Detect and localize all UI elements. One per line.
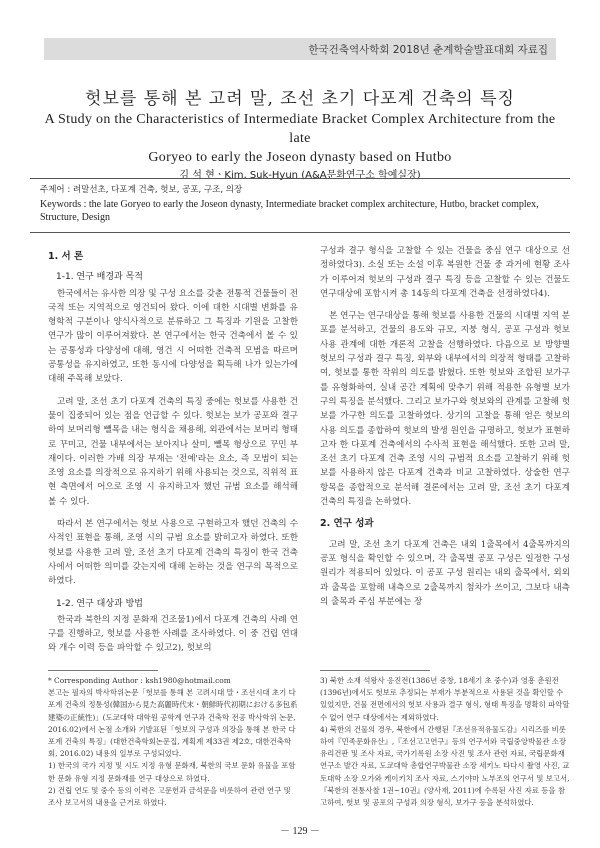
footnotes-left (48, 675, 298, 809)
paper-title-english (40, 110, 560, 167)
keywords-box (30, 180, 570, 228)
paragraph: 한국과 북한의 지정 문화재 건조물1)에서 다포계 건축의 사례 연구를 진행하고, 헛보를 사용한 사례를 조사하였다. 이 중 건립 연대와 개수 이력 등을 파악할 수 있고2), 헛보의 (48, 614, 298, 654)
corresponding-author-email: * Corresponding Author : ksh1980@hotmail.com (48, 676, 231, 685)
journal-name: 한국건축역사학회 2018년 춘계학술발표대회 자료집 (308, 44, 548, 56)
paragraph: 구성과 결구 형식을 고찰할 수 있는 건물을 중심 연구 대상으로 선정하였다3). 소실 또는 소설 이후 복원한 건물 중 과거에 현황 조사가 이루어져 헛보의 구성과 결구 특징 등을 고찰할 수 있는 건물도 연구대상에 포함시켜 총 14동의 다포계 건축을 선정하였다4). (320, 246, 570, 299)
subsection-heading-scope: 1-2. 연구 대상과 방법 (56, 598, 144, 609)
subsection-heading-background: 1-1. 연구 배경과 목적 (56, 272, 144, 283)
page-number: － 129 － (280, 826, 320, 837)
right-column (320, 244, 570, 617)
keywords-english: Keywords : the late Goryeo to early the Joseon dynasty, Intermediate bracket complex architecture, Hutbo, bracket complex, Structure, Design (40, 199, 539, 223)
footnote: 3) 북한 소재 석왕사 응진전(1386년 중창, 18세기 초 중수)과 영흥 춘원전(1396년)에서도 헛보로 추정되는 부재가 부분적으로 사용된 것을 확인할 수 있었지만, 건물 전면에서의 헛보 사용과 결구 형식, 형태 특징을 명확히 파악할 수 없어 연구 대상에서는 제외하였다. (320, 676, 570, 722)
footnote-rule (48, 670, 158, 671)
section-heading-results: 2. 연구 성과 (320, 518, 374, 530)
keyword-top-rule (30, 178, 570, 179)
paragraph: 고려 말, 조선 초기 다포계 건축은 내외 1출목에서 4출목까지의 공포 형식을 확인할 수 있으며, 각 출목별 공포 구성은 일정한 구성 원리가 적용되어 있었다. 이 공포 구성 원리는 내외 출목에서, 외외과 출목을 포함해 내측으로 2출목까지 첨차가 쓰이고, 그보다 내측의 출목과 주심 부분에는 장 (320, 539, 570, 607)
left-column (48, 244, 298, 664)
keywords-korean: 주제어 : 려말선초, 다포계 건축, 헛보, 공포, 구조, 의장 (40, 185, 243, 195)
section-heading-introduction: 1. 서 론 (48, 251, 84, 262)
author-line: 김 석 현ㆍKim, Suk-Hyun (A&A문화연구소 학예실장) (179, 170, 421, 181)
footnotes-right (320, 675, 570, 809)
footnote: 2) 건립 연도 및 중수 등의 이력은 고문헌과 금석문을 비롯하여 관련 연구 및 조사 보고서의 내용을 근거로 하였다. (48, 785, 291, 808)
keyword-bottom-rule (30, 232, 570, 233)
footnote: 4) 북한의 건물의 경우, 북한에서 간행된『조선유적유물도감』시리즈를 비롯하여『민족문화유산』,『조선고고연구』등의 연구서와 국립중앙박물관 소장 유리건판 및 조사 자료, 국가기록원 소장 사진 및 조사 관련 자료, 국립문화재연구소 발간 자료, 도쿄대학 총합연구박물관 소장 세키노 타다시 촬영 사진, 교토대학 소장 오가와 케이키치 조사 자료, 스기야마 노부조의 연구서 및 보고서, 『북한의 전통사찰 1권~10권』(양사재, 2011)에 수록된 사진 자료 등을 참고하여, 헛보 및 공포의 구성과 의장 형식, 보가구 등을 분석하였다. (320, 724, 570, 808)
footnote: 본고는 필자의 박사학위논문「헛보를 통해 본 고려시대 말・조선시대 초기 다포계 건축의 정통성(韓国から見た高麗時代末・朝鮮時代初期における多包系建築の正統性)」(도쿄대학 대학원 공학계 연구과 건축학 전공 박사학위 논문, 2016.02)에서 논점 소개와 기발표된「헛보의 구성과 의장을 통해 본 한국 다포계 건축의 특징」(대한건축학회논문집, 계획계 제33권 제2호, 대한건축학회, 2016.02) 내용의 일부로 구성되었다. (48, 688, 298, 759)
paragraph: 따라서 본 연구에서는 헛보 사용으로 구현하고자 했던 건축의 수사적인 표현을 통해, 조영 시의 규범 요소를 밝히고자 하였다. 또한 헛보를 사용한 고려 말, 조선 초기 다포계 건축의 특징이 한국 건축사에서 어떠한 의미를 갖는지에 대해 논하는 것을 연구의 목적으로 하였다. (48, 519, 298, 587)
footnote-rule (320, 670, 430, 671)
paragraph: 고려 말, 조선 초기 다포계 건축의 특징 중에는 헛보를 사용한 건물이 집중되어 있는 점을 언급할 수 있다. 헛보는 보가 공포와 결구하여 보머리형 뺄목을 내는 형식을 채용해, 외관에서는 보머리 형태로 꾸미고, 건물 내부에서는 보아지나 살미, 뺄목 형상으로 꾸민 부재이다. 이러한 가배 의장 부재는 '전예'라는 요소, 즉 모범이 되는 조영 요소를 의장적으로 유지하기 위해 사용되는 것으로, 직위적 표현 측면에서 어으로 조영 시 유지하고자 했던 규범 요소를 해석해 볼 수 있다. (48, 396, 298, 507)
paragraph: 한국에서는 유사한 의장 및 구성 요소를 갖춘 전통적 건물들이 전국적 또는 지역적으로 영건되어 왔다. 이에 대한 시대별 변화를 유형학적 구분이나 양식사적으로 분류하고 그 특징과 기원을 고찰한 연구가 많이 이루어져왔다. 본 연구에서는 한국 건축에서 볼 수 있는 공통성과 다양성에 대해, 영건 시 어떠한 건축적 모범을 따르며 공통성을 유지하였고, 또한 동시에 다양성을 획득해 나가 있는가에 대해 주목해 보았다. (48, 288, 298, 385)
paragraph: 본 연구는 연구대상을 통해 헛보를 사용한 건물의 시대별 지역 분포를 분석하고, 건물의 용도와 규모, 지붕 형식, 공포 구성과 헛보 사용 관계에 대한 개론적 고찰을 선행하였다. 다음으로 보 방향별 헛보의 구성과 결구 특징, 외부와 내부에서의 의장적 형태를 고찰하여, 헛보를 통한 작위의 의도를 밝혔다. 또한 헛보와 조합된 보가구를 유형화하여, 실내 공간 계획에 맞추기 위해 적용한 유형별 보가구의 특징을 분석했다. 그리고 보가구와 헛보와의 관계를 고찰해 헛보를 가구한 의도를 고찰하였다. 상기의 고찰을 통해 얻은 헛보의 사용 의도를 종합하여 헛보의 발생 원인을 규명하고, 헛보가 표현하고자 한 다포계 건축에서의 수사적 표현을 해석했다. 또한 고려 말, 조선 초기 다포계 건축 조영 시의 규범적 요소를 고찰하기 위해 헛보를 사용하지 않은 다포계 건축과 비교 고찰하였다. 상술한 연구 항목을 종합적으로 분석해 결론에서는 고려 말, 조선 초기 다포계 건축의 특징을 논하였다. (320, 311, 570, 508)
footnote: 1) 한국의 국가 지정 및 시도 지정 유형 문화재, 북한의 국보 문화 유물을 포함한 문화 유형 지정 문화재를 연구 대상으로 하였다. (48, 761, 296, 783)
journal-header-bar (44, 38, 556, 60)
paper-title-korean: 헛보를 통해 본 고려 말, 조선 초기 다포계 건축의 특징 (85, 89, 515, 109)
paper-title-english-line1: A Study on the Characteristics of Intermediate Bracket Complex Architecture from the late (44, 112, 556, 146)
paper-title-english-line2: Goryeo to early the Joseon dynasty based on Hutbo (148, 150, 452, 165)
